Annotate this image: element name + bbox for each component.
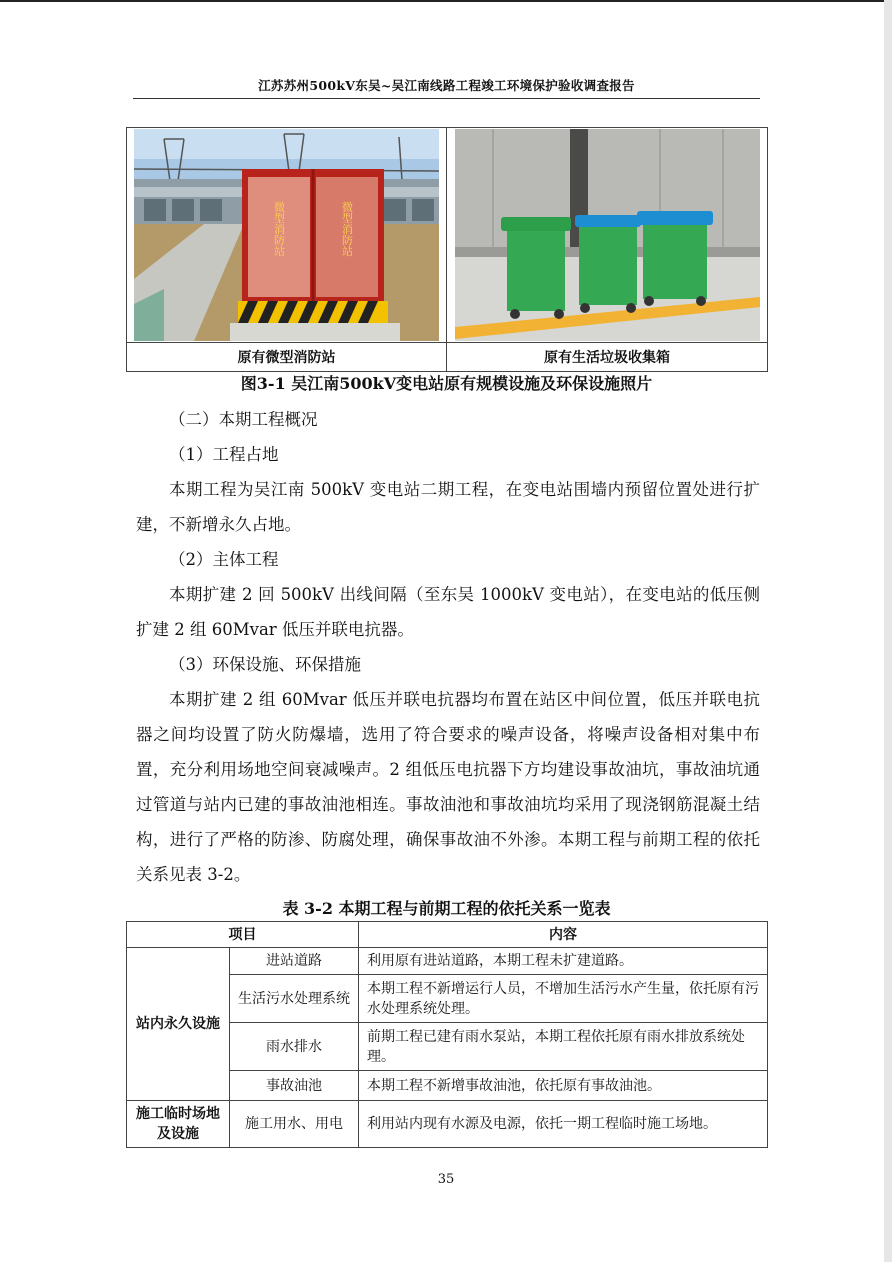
header-content: 内容 bbox=[359, 922, 768, 948]
body-text bbox=[136, 402, 760, 892]
item-cell: 施工用水、用电 bbox=[230, 1101, 359, 1148]
photo-cell-fire-station bbox=[127, 128, 447, 343]
content-cell: 利用站内现有水源及电源，依托一期工程临时施工场地。 bbox=[359, 1101, 768, 1148]
category-cell: 施工临时场地及设施 bbox=[127, 1101, 230, 1148]
paragraph-land: 本期工程为吴江南 500kV 变电站二期工程，在变电站围墙内预留位置处进行扩建，不新增永久占地。 bbox=[136, 480, 760, 534]
photo-figure-table bbox=[126, 127, 768, 372]
fire-station-photo bbox=[134, 129, 439, 341]
content-cell: 利用原有进站道路，本期工程未扩建道路。 bbox=[359, 948, 768, 975]
content-cell: 本期工程不新增事故油池，依托原有事故油池。 bbox=[359, 1071, 768, 1101]
garbage-bins-photo bbox=[455, 129, 760, 341]
item-cell: 进站道路 bbox=[230, 948, 359, 975]
green-bin-middle bbox=[575, 215, 641, 313]
green-bin-left bbox=[501, 217, 571, 319]
item-cell: 事故油池 bbox=[230, 1071, 359, 1101]
svg-text:微型消防站: 微型消防站 bbox=[340, 201, 354, 257]
top-border bbox=[0, 0, 892, 2]
photo-cell-garbage-bins bbox=[447, 128, 768, 343]
page-number: 35 bbox=[437, 1172, 455, 1187]
table-header-row bbox=[127, 922, 768, 948]
table-row bbox=[127, 1101, 768, 1148]
dependency-table bbox=[126, 921, 768, 1148]
content-cell: 前期工程已建有雨水泵站，本期工程依托原有雨水排放系统处理。 bbox=[359, 1023, 768, 1071]
paragraph-env: 本期扩建 2 组 60Mvar 低压并联电抗器均布置在站区中间位置，低压并联电抗器之间均设置了防火防爆墙，选用了符合要求的噪声设备，将噪声设备相对集中布置，充分利用场地空间衰减噪声。2 组低压电抗器下方均建设事故油坑，事故油坑通过管道与站内已建的事故油池相连。事故油池和事故油坑均采用了现浇钢筋混凝土结构，进行了严格的防渗、防腐处理，确保事故油不外渗。本期工程与前期工程的依托关系见表 3-2。 bbox=[136, 690, 760, 884]
subsection-heading-land: （1）工程占地 bbox=[169, 445, 279, 464]
paragraph-main: 本期扩建 2 回 500kV 出线间隔（至东吴 1000kV 变电站），在变电站的低压侧扩建 2 组 60Mvar 低压并联电抗器。 bbox=[136, 585, 760, 639]
photo-caption-fire-station: 原有微型消防站 bbox=[127, 343, 447, 372]
item-cell: 雨水排水 bbox=[230, 1023, 359, 1071]
subsection-heading-env: （3）环保设施、环保措施 bbox=[169, 655, 361, 674]
table-caption: 表 3-2 本期工程与前期工程的依托关系一览表 bbox=[282, 899, 611, 918]
photo-caption-garbage-bins: 原有生活垃圾收集箱 bbox=[447, 343, 768, 372]
figure-caption: 图3-1 吴江南500kV变电站原有规模设施及环保设施照片 bbox=[240, 374, 653, 393]
item-cell: 生活污水处理系统 bbox=[230, 975, 359, 1023]
content-cell: 本期工程不新增运行人员，不增加生活污水产生量，依托原有污水处理系统处理。 bbox=[359, 975, 768, 1023]
category-cell: 站内永久设施 bbox=[127, 948, 230, 1101]
subsection-heading-main: （2）主体工程 bbox=[169, 550, 279, 569]
table-row bbox=[127, 948, 768, 975]
running-header: 江苏苏州500kV东吴~吴江南线路工程竣工环境保护验收调查报告 bbox=[133, 74, 760, 99]
green-bin-right bbox=[637, 211, 713, 306]
page-edge bbox=[884, 0, 892, 1262]
svg-text:微型消防站: 微型消防站 bbox=[272, 201, 286, 257]
header-item: 项目 bbox=[127, 922, 359, 948]
section-heading: （二）本期工程概况 bbox=[169, 410, 318, 429]
